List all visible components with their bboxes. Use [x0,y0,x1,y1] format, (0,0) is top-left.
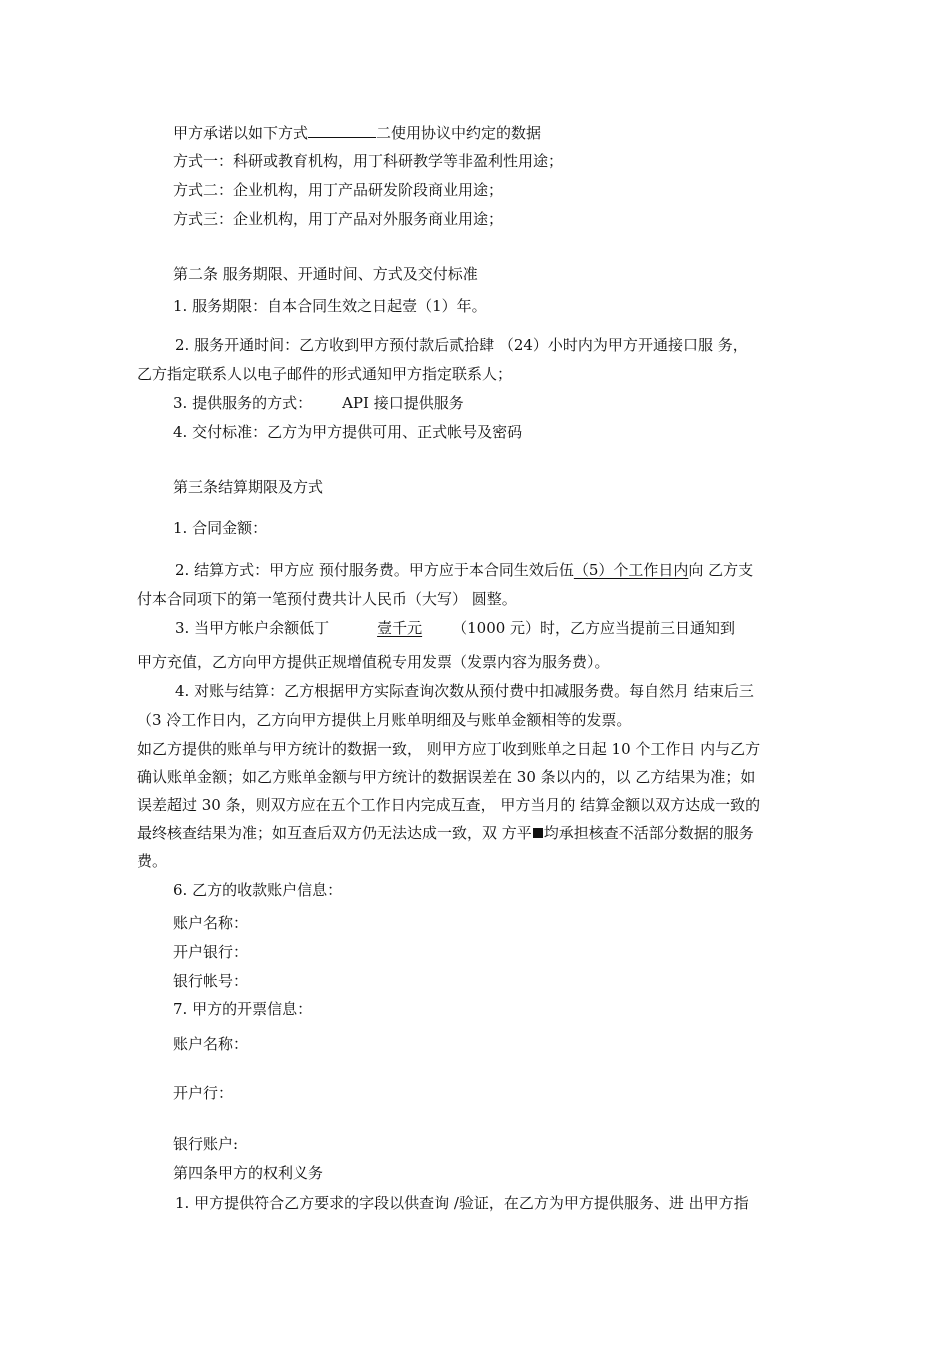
black-square-icon [533,828,543,838]
article-3-item-6: 6. 乙方的收款账户信息： [173,881,343,899]
article-2-item-3-label: 3. 提供服务的方式： [173,394,313,412]
settle-days: （5）个工作日内 [573,561,689,579]
intro-text: 甲方承诺以如下方式 [173,124,309,142]
article-3-item-2-line-1 [175,560,753,580]
invoice-bank: 开户行： [173,1084,234,1102]
reconcile-line-1: 如乙方提供的账单与甲方统计的数据一致， 则甲方应丁收到账单之日起 10 个工作日 内与乙方 [137,740,761,758]
intro-line [173,123,541,143]
settle-pre: 2. 结算方式：甲方应 预付服务费。甲方应于本合同生效后伍 [175,561,574,579]
payee-bank: 开户银行： [173,943,249,961]
payee-account-number: 银行帐号： [173,972,249,990]
article-2-item-3 [173,393,464,413]
invoice-account: 银行账户: [173,1135,239,1153]
article-3-item-7: 7. 甲方的开票信息： [173,1000,313,1018]
balance-pre: 3. 当甲方帐户余额低丁 [175,619,330,637]
article-2-item-2-line-2: 乙方指定联系人以电子邮件的形式通知甲方指定联系人； [137,365,513,383]
article-2-item-1: 1. 服务期限：自本合同生效之日起壹（1）年。 [173,297,487,315]
intro-tail: 二使用协议中约定的数据 [376,124,542,142]
article-2-item-4: 4. 交付标准：乙方为甲方提供可用、正式帐号及密码 [173,423,523,441]
reconcile-line-4 [137,823,754,843]
reconcile-line-2: 确认账单金额；如乙方账单金额与甲方统计的数据误差在 30 条以内的，以 乙方结果为准；如 [137,768,756,786]
balance-amount: 壹千元 [377,619,423,637]
article-3-item-2-line-2: 付本合同项下的第一笔预付费共计人民币（大写） 圆整。 [137,590,517,608]
fill-blank [308,123,376,138]
reconcile-line-3: 误差超过 30 条，则双方应在五个工作日内完成互查， 甲方当月的 结算金额以双方达成一致的 [137,796,761,814]
article-3-item-1: 1. 合同金额： [173,519,268,537]
mode-3: 方式三：企业机构，用丁产品对外服务商业用途； [173,210,504,228]
article-3-item-4-line-2: （3 冷工作日内，乙方向甲方提供上月账单明细及与账单金额相等的发票。 [137,711,632,729]
reconcile-4-pre: 最终核查结果为准；如互查后双方仍无法达成一致，双 方平 [137,824,532,842]
article-3-item-4-line-1: 4. 对账与结算：乙方根据甲方实际查询次数从预付费中扣减服务费。每自然月 结束后三 [175,682,754,700]
article-4-item-1: 1. 甲方提供符合乙方要求的字段以供查询 /验证，在乙方为甲方提供服务、进 出甲方指 [175,1194,749,1212]
article-3-title: 第三条结算期限及方式 [173,478,324,496]
article-2-item-3-value: API 接口提供服务 [342,394,464,412]
reconcile-4-post: 均承担核查不活部分数据的服务 [543,824,754,842]
article-4-title: 第四条甲方的权利义务 [173,1164,324,1182]
article-2-item-2-line-1: 2. 服务开通时间：乙方收到甲方预付款后贰拾肆 （24）小时内为甲方开通接口服 务， [175,336,748,354]
mode-1: 方式一：科研或教育机构，用丁科研教学等非盈利性用途； [173,152,564,170]
article-3-item-3-line-2: 甲方充值，乙方向甲方提供正规增值税专用发票（发票内容为服务费）。 [137,653,610,671]
balance-post: （1000 元）时，乙方应当提前三日通知到 [452,619,736,637]
payee-account-name: 账户名称： [173,914,249,932]
reconcile-line-5: 费。 [137,852,168,870]
settle-post: 向 乙方支 [688,561,754,579]
article-3-item-3-line-1 [175,618,735,638]
mode-2: 方式二：企业机构，用丁产品研发阶段商业用途； [173,181,504,199]
article-2-title: 第二条 服务期限、开通时间、方式及交付标准 [173,265,478,283]
invoice-account-name: 账户名称： [173,1035,249,1053]
